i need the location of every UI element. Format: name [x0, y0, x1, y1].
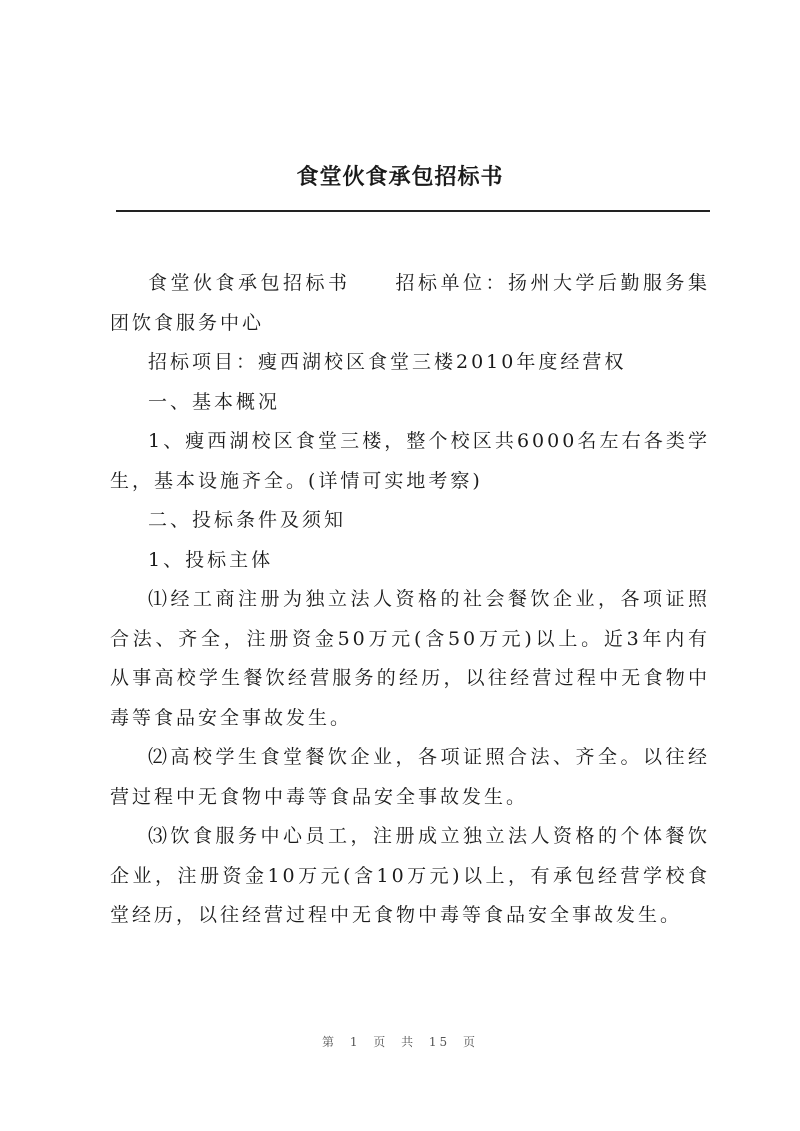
paragraph-bidder-2: ⑵高校学生食堂餐饮企业，各项证照合法、齐全。以往经营过程中无食物中毒等食品安全事故发生。: [110, 746, 710, 808]
paragraph-project: 招标项目：瘦西湖校区食堂三楼2010年度经营权: [148, 351, 627, 373]
section-heading-overview: 一、基本概况: [148, 390, 281, 413]
document-body: [110, 264, 710, 936]
paragraph-issuer: 食堂伙食承包招标书 招标单位：扬州大学后勤服务集团饮食服务中心: [110, 272, 710, 334]
title-divider: [116, 210, 710, 212]
subheading-bidder: 1、投标主体: [148, 548, 274, 571]
page-number: 第 1 页 共 15 页: [322, 1035, 478, 1049]
paragraph-bidder-1: ⑴经工商注册为独立法人资格的社会餐饮企业，各项证照合法、齐全，注册资金50万元(含50万元)以上。近3年内有从事高校学生餐饮经营服务的经历，以往经营过程中无食物中毒等食品安全事故发生。: [110, 588, 710, 729]
section-heading-conditions: 二、投标条件及须知: [148, 509, 347, 531]
paragraph-bidder-3: ⑶饮食服务中心员工，注册成立独立法人资格的个体餐饮企业，注册资金10万元(含10万元)以上，有承包经营学校食堂经历，以往经营过程中无食物中毒等食品安全事故发生。: [110, 825, 710, 926]
paragraph-overview-1: 1、瘦西湖校区食堂三楼，整个校区共6000名左右各类学生，基本设施齐全。(详情可实地考察): [110, 430, 710, 492]
document-title: 食堂伙食承包招标书: [296, 164, 504, 190]
